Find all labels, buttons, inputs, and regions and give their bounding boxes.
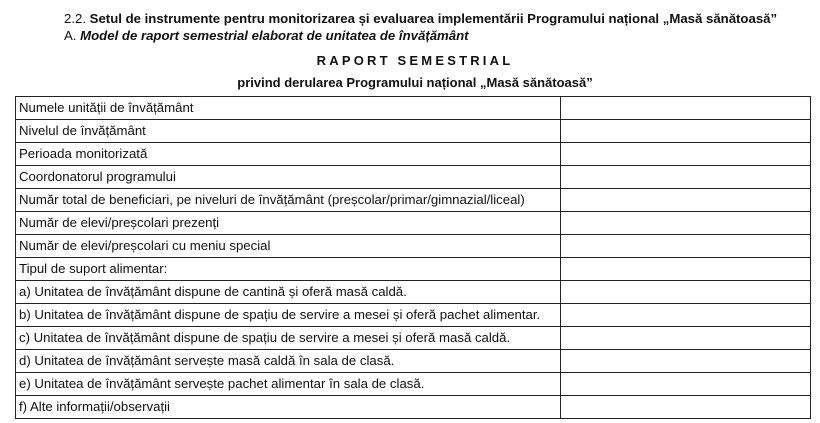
- form-row: [16, 120, 811, 143]
- row-label-option-e: e) Unitatea de învățământ servește pachet alimentar în sala de clasă.: [16, 373, 561, 396]
- section-heading: [64, 10, 777, 27]
- row-label-food-support-type: Tipul de suport alimentar:: [16, 258, 561, 281]
- row-label-special-menu: Număr de elevi/preșcolari cu meniu special: [16, 235, 561, 258]
- row-label-option-b: b) Unitatea de învățământ dispune de spațiu de servire a mesei și oferă pachet alimentar.: [16, 304, 561, 327]
- row-label-school-name: Numele unității de învățământ: [16, 97, 561, 120]
- field-program-coordinator[interactable]: [561, 166, 811, 189]
- subsection-heading: [64, 27, 777, 44]
- form-row: [16, 327, 811, 350]
- field-option-c[interactable]: [561, 327, 811, 350]
- row-label-total-beneficiaries: Număr total de beneficiari, pe niveluri de învățământ (preșcolar/primar/gimnazial/liceal): [16, 189, 561, 212]
- report-form-table: [15, 96, 811, 419]
- row-label-education-level: Nivelul de învățământ: [16, 120, 561, 143]
- form-row: [16, 396, 811, 419]
- field-students-present[interactable]: [561, 212, 811, 235]
- form-row: [16, 350, 811, 373]
- form-row: [16, 189, 811, 212]
- field-total-beneficiaries[interactable]: [561, 189, 811, 212]
- form-row: [16, 281, 811, 304]
- field-education-level[interactable]: [561, 120, 811, 143]
- form-row: [16, 304, 811, 327]
- row-label-program-coordinator: Coordonatorul programului: [16, 166, 561, 189]
- row-label-students-present: Număr de elevi/preșcolari prezenți: [16, 212, 561, 235]
- section-number: 2.2.: [64, 11, 86, 26]
- document-header: [64, 10, 777, 44]
- section-title: Setul de instrumente pentru monitorizarea și evaluarea implementării Programului național „Masă sănătoasă”: [89, 11, 778, 26]
- subsection-title: Model de raport semestrial elaborat de unitatea de învățământ: [80, 28, 469, 43]
- form-row: [16, 373, 811, 396]
- form-row: [16, 212, 811, 235]
- row-label-option-a: a) Unitatea de învățământ dispune de cantină și oferă masă caldă.: [16, 281, 561, 304]
- field-option-e[interactable]: [561, 373, 811, 396]
- field-school-name[interactable]: [561, 97, 811, 120]
- row-label-option-f: f) Alte informații/observații: [16, 396, 561, 419]
- report-subtitle: privind derularea Programului național „Masă sănătoasă”: [237, 75, 593, 90]
- form-row: [16, 166, 811, 189]
- form-row: [16, 235, 811, 258]
- row-label-monitored-period: Perioada monitorizată: [16, 143, 561, 166]
- row-label-option-c: c) Unitatea de învățământ dispune de spațiu de servire a mesei și oferă masă caldă.: [16, 327, 561, 350]
- field-option-b[interactable]: [561, 304, 811, 327]
- form-row: [16, 143, 811, 166]
- row-label-option-d: d) Unitatea de învățământ servește masă caldă în sala de clasă.: [16, 350, 561, 373]
- field-option-f[interactable]: [561, 396, 811, 419]
- field-option-d[interactable]: [561, 350, 811, 373]
- field-food-support-type[interactable]: [561, 258, 811, 281]
- report-title: RAPORT SEMESTRIAL: [316, 53, 514, 68]
- form-row: [16, 258, 811, 281]
- field-special-menu[interactable]: [561, 235, 811, 258]
- field-monitored-period[interactable]: [561, 143, 811, 166]
- field-option-a[interactable]: [561, 281, 811, 304]
- subsection-prefix: A.: [64, 28, 77, 43]
- form-row: [16, 97, 811, 120]
